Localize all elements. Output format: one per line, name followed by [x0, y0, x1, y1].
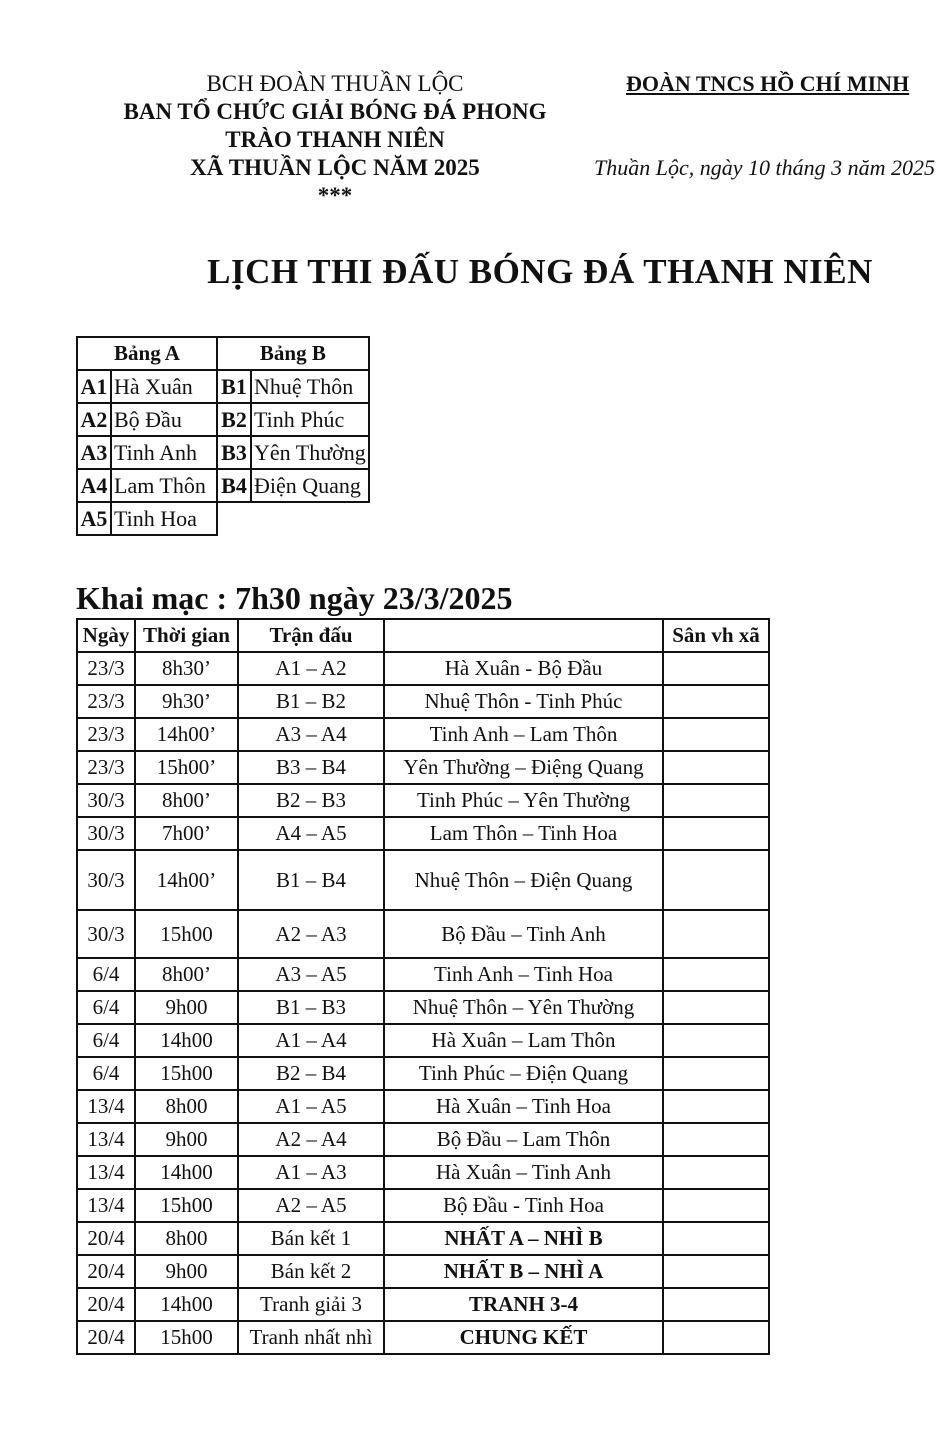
- match-time: 14h00’: [135, 718, 238, 751]
- match-time: 15h00: [135, 1057, 238, 1090]
- header-day: Ngày: [77, 619, 135, 652]
- schedule-row: [77, 817, 769, 850]
- group-b-team: Tinh Phúc: [251, 403, 369, 436]
- schedule-row: [77, 652, 769, 685]
- match-day: 20/4: [77, 1321, 135, 1354]
- schedule-row: [77, 1123, 769, 1156]
- organizer-stars: ***: [317, 183, 353, 208]
- empty-cell: [217, 502, 369, 535]
- match-time: 15h00’: [135, 751, 238, 784]
- match-teams: Nhuệ Thôn – Yên Thường: [384, 991, 663, 1024]
- opening-ceremony: Khai mạc : 7h30 ngày 23/3/2025: [76, 580, 513, 616]
- match-code: Bán kết 1: [238, 1222, 384, 1255]
- match-teams: Yên Thường – Điệng Quang: [384, 751, 663, 784]
- schedule-row: [77, 784, 769, 817]
- match-day: 23/3: [77, 718, 135, 751]
- match-day: 30/3: [77, 784, 135, 817]
- group-a-team: Tinh Anh: [111, 436, 217, 469]
- schedule-header-row: [77, 619, 769, 652]
- header-teams: [384, 619, 663, 652]
- schedule-row: [77, 910, 769, 958]
- match-code: A1 – A3: [238, 1156, 384, 1189]
- match-day: 20/4: [77, 1222, 135, 1255]
- match-venue: [663, 991, 769, 1024]
- org-name: ĐOÀN TNCS HỒ CHÍ MINH: [626, 71, 910, 96]
- group-a-code: A1: [77, 370, 111, 403]
- match-venue: [663, 1156, 769, 1189]
- groups-row: [77, 370, 369, 403]
- match-venue: [663, 718, 769, 751]
- organizer-line-1: BCH ĐOÀN THUẦN LỘC: [206, 71, 464, 96]
- match-venue: [663, 1321, 769, 1354]
- schedule-row: [77, 991, 769, 1024]
- match-day: 13/4: [77, 1189, 135, 1222]
- match-code: A4 – A5: [238, 817, 384, 850]
- schedule-row: [77, 850, 769, 910]
- match-venue: [663, 652, 769, 685]
- match-day: 23/3: [77, 751, 135, 784]
- group-a-code: A5: [77, 502, 111, 535]
- match-time: 15h00: [135, 1321, 238, 1354]
- match-code: Bán kết 2: [238, 1255, 384, 1288]
- match-venue: [663, 1123, 769, 1156]
- match-day: 13/4: [77, 1090, 135, 1123]
- match-code: B3 – B4: [238, 751, 384, 784]
- match-code: B2 – B3: [238, 784, 384, 817]
- match-time: 9h00: [135, 1255, 238, 1288]
- match-day: 30/3: [77, 817, 135, 850]
- group-a-team: Bộ Đầu: [111, 403, 217, 436]
- schedule-row: [77, 1024, 769, 1057]
- match-time: 14h00: [135, 1288, 238, 1321]
- match-time: 14h00: [135, 1156, 238, 1189]
- group-a-code: A3: [77, 436, 111, 469]
- match-day: 30/3: [77, 850, 135, 910]
- schedule-body: [77, 652, 769, 1354]
- match-teams: Tinh Anh – Tinh Hoa: [384, 958, 663, 991]
- schedule-row: [77, 1057, 769, 1090]
- match-code: A2 – A5: [238, 1189, 384, 1222]
- group-b-team: Nhuệ Thôn: [251, 370, 369, 403]
- match-venue: [663, 1222, 769, 1255]
- match-day: 6/4: [77, 958, 135, 991]
- organizer-line-4: XÃ THUẦN LỘC NĂM 2025: [190, 155, 480, 180]
- schedule-row: [77, 751, 769, 784]
- match-venue: [663, 1090, 769, 1123]
- schedule-row: [77, 685, 769, 718]
- group-b-header: Bảng B: [217, 337, 369, 370]
- match-teams: NHẤT B – NHÌ A: [384, 1255, 663, 1288]
- match-time: 15h00: [135, 910, 238, 958]
- match-teams: Hà Xuân – Tinh Hoa: [384, 1090, 663, 1123]
- page-title: LỊCH THI ĐẤU BÓNG ĐÁ THANH NIÊN: [207, 252, 873, 291]
- match-teams: Tinh Phúc – Điện Quang: [384, 1057, 663, 1090]
- match-day: 23/3: [77, 685, 135, 718]
- match-venue: [663, 1288, 769, 1321]
- match-venue: [663, 751, 769, 784]
- match-teams: Hà Xuân – Lam Thôn: [384, 1024, 663, 1057]
- match-venue: [663, 1024, 769, 1057]
- group-a-team: Lam Thôn: [111, 469, 217, 502]
- match-teams: TRANH 3-4: [384, 1288, 663, 1321]
- match-teams: Tinh Phúc – Yên Thường: [384, 784, 663, 817]
- match-venue: [663, 1189, 769, 1222]
- group-a-header: Bảng A: [77, 337, 217, 370]
- groups-row: [77, 436, 369, 469]
- match-day: 30/3: [77, 910, 135, 958]
- group-a-code: A4: [77, 469, 111, 502]
- match-time: 7h00’: [135, 817, 238, 850]
- organizer-line-2: BAN TỔ CHỨC GIẢI BÓNG ĐÁ PHONG: [123, 99, 547, 124]
- match-time: 8h00’: [135, 958, 238, 991]
- group-b-code: B2: [217, 403, 251, 436]
- match-code: B1 – B3: [238, 991, 384, 1024]
- groups-table: [76, 336, 370, 536]
- match-day: 6/4: [77, 1057, 135, 1090]
- schedule-row: [77, 1321, 769, 1354]
- match-time: 8h30’: [135, 652, 238, 685]
- match-time: 9h00: [135, 1123, 238, 1156]
- match-venue: [663, 958, 769, 991]
- organizer-line-3: TRÀO THANH NIÊN: [225, 127, 445, 152]
- groups-row: [77, 469, 369, 502]
- match-teams: Tinh Anh – Lam Thôn: [384, 718, 663, 751]
- match-teams: Bộ Đầu – Tinh Anh: [384, 910, 663, 958]
- group-a-team: Tinh Hoa: [111, 502, 217, 535]
- match-venue: [663, 910, 769, 958]
- schedule-row: [77, 958, 769, 991]
- match-time: 14h00: [135, 1024, 238, 1057]
- header-venue: Sân vh xã: [663, 619, 769, 652]
- match-time: 9h30’: [135, 685, 238, 718]
- match-code: A1 – A2: [238, 652, 384, 685]
- group-b-code: B3: [217, 436, 251, 469]
- match-day: 20/4: [77, 1288, 135, 1321]
- match-teams: Nhuệ Thôn - Tinh Phúc: [384, 685, 663, 718]
- match-day: 23/3: [77, 652, 135, 685]
- match-code: A1 – A5: [238, 1090, 384, 1123]
- match-code: A3 – A5: [238, 958, 384, 991]
- match-teams: Lam Thôn – Tinh Hoa: [384, 817, 663, 850]
- match-venue: [663, 1255, 769, 1288]
- match-teams: Bộ Đầu – Lam Thôn: [384, 1123, 663, 1156]
- match-day: 6/4: [77, 1024, 135, 1057]
- schedule-row: [77, 1222, 769, 1255]
- match-day: 6/4: [77, 991, 135, 1024]
- group-b-team: Yên Thường: [251, 436, 369, 469]
- match-teams: Hà Xuân – Tinh Anh: [384, 1156, 663, 1189]
- match-teams: Nhuệ Thôn – Điện Quang: [384, 850, 663, 910]
- match-venue: [663, 1057, 769, 1090]
- match-code: B1 – B4: [238, 850, 384, 910]
- match-code: A2 – A3: [238, 910, 384, 958]
- match-teams: Bộ Đầu - Tinh Hoa: [384, 1189, 663, 1222]
- group-b-team: Điện Quang: [251, 469, 369, 502]
- match-time: 15h00: [135, 1189, 238, 1222]
- match-code: A3 – A4: [238, 718, 384, 751]
- match-time: 8h00: [135, 1222, 238, 1255]
- match-day: 13/4: [77, 1156, 135, 1189]
- organizer-block: [90, 70, 580, 210]
- match-time: 8h00’: [135, 784, 238, 817]
- match-venue: [663, 784, 769, 817]
- match-code: Tranh nhất nhì: [238, 1321, 384, 1354]
- group-b-code: B4: [217, 469, 251, 502]
- match-venue: [663, 850, 769, 910]
- schedule-row: [77, 1255, 769, 1288]
- schedule-row: [77, 1090, 769, 1123]
- match-venue: [663, 817, 769, 850]
- match-time: 8h00: [135, 1090, 238, 1123]
- schedule-row: [77, 1189, 769, 1222]
- match-day: 13/4: [77, 1123, 135, 1156]
- match-teams: CHUNG KẾT: [384, 1321, 663, 1354]
- header-time: Thời gian: [135, 619, 238, 652]
- header-match: Trận đấu: [238, 619, 384, 652]
- match-day: 20/4: [77, 1255, 135, 1288]
- match-code: A2 – A4: [238, 1123, 384, 1156]
- match-venue: [663, 685, 769, 718]
- group-a-team: Hà Xuân: [111, 370, 217, 403]
- schedule-row: [77, 1288, 769, 1321]
- match-code: B1 – B2: [238, 685, 384, 718]
- schedule-table: [76, 618, 770, 1355]
- group-a-code: A2: [77, 403, 111, 436]
- match-time: 14h00’: [135, 850, 238, 910]
- match-code: A1 – A4: [238, 1024, 384, 1057]
- match-code: Tranh giải 3: [238, 1288, 384, 1321]
- groups-row: [77, 502, 369, 535]
- schedule-row: [77, 718, 769, 751]
- match-code: B2 – B4: [238, 1057, 384, 1090]
- group-b-code: B1: [217, 370, 251, 403]
- schedule-row: [77, 1156, 769, 1189]
- match-teams: Hà Xuân - Bộ Đầu: [384, 652, 663, 685]
- groups-row: [77, 403, 369, 436]
- match-time: 9h00: [135, 991, 238, 1024]
- match-teams: NHẤT A – NHÌ B: [384, 1222, 663, 1255]
- document-date: Thuần Lộc, ngày 10 tháng 3 năm 2025: [594, 155, 935, 180]
- groups-header-row: [77, 337, 369, 370]
